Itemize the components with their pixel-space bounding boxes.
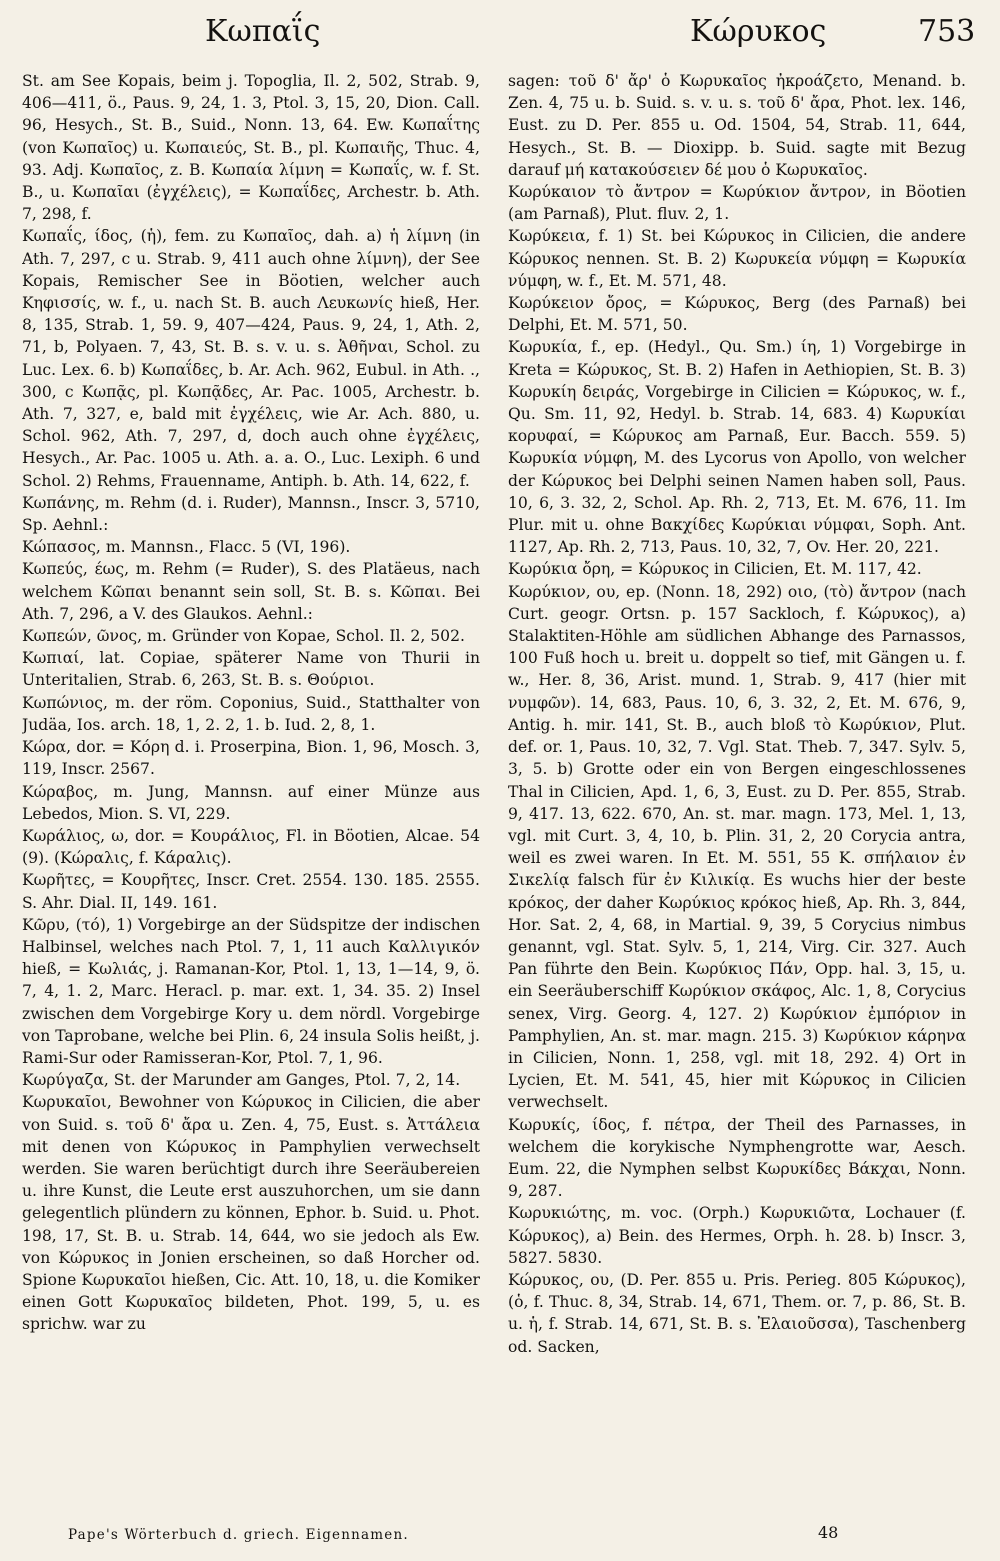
- entry-korykos: Κώρυκος, ου, (D. Per. 855 u. Pris. Perieg. 805 Κώρυκος), (ὁ, f. Thuc. 8, 34, Strab. 14, 671, Them. or. 7, p. 86, St. B. u. ἡ, f. Strab. 14, 671, St. B. s. Ἐλαιοῦσσα), Taschenberg od. Sacken,: [508, 1270, 966, 1356]
- header-right-guide-word: Κώρυκος: [690, 14, 827, 49]
- entry-korykia-ore: Κωρύκια ὄρη, = Κώρυκος in Cilicien, Et. M. 117, 42.: [508, 560, 922, 579]
- entry-kopeus: Κωπεύς, έως, m. Rehm (= Ruder), S. des Platäeus, nach welchem Κῶπαι benannt sein soll, St. B. s. Κῶπαι. Bei Ath. 7, 296, a V. des Glaukos. Aehnl.:: [22, 560, 480, 623]
- footer-signature-mark: 48: [818, 1523, 839, 1542]
- entry-kopanes: Κωπάνης, m. Rehm (d. i. Ruder), Mannsn., Inscr. 3, 5710, Sp. Aehnl.:: [22, 493, 480, 535]
- entry-kopiai: Κωπιαί, lat. Copiae, späterer Name von Thurii in Unteritalien, Strab. 6, 263, St. B. s. Θούριοι.: [22, 649, 480, 690]
- entry-kopais-lake: Κωπαΐς, ίδος, (ἡ), fem. zu Κωπαῖος, dah. a) ἡ λίμνη (in Ath. 7, 297, c u. Strab. 9, 411 auch ohne λίμνη), der See Kopais, Remischer See in Böotien, welcher auch Κηφισσίς, w. f., u. nach St. B. auch Λευκωνίς hieß, Her. 8, 135, Strab. 1, 59. 9, 407—424, Paus. 9, 24, 1, Ath. 2, 71, b, Polyaen. 7, 43, St. B. s. v. u. s. Ἀθῆναι, Schol. zu Luc. Lex. 6. b) Κωπαΐδες, b. Ar. Ach. 962, Eubul. in Ath. ., 300, c Κωπᾷς, pl. Κωπᾷδες, Ar. Pac. 1005, Archestr. b. Ath. 7, 327, e, bald mit ἐγχέλεις, wie Ar. Ach. 880, u. Schol. 962, Ath. 7, 297, d, doch auch ohne ἐγχέλεις, Hesych., Ar. Pac. 1005 u. Ath. a. a. O., Luc. Lexiph. 6 und Schol. 2) Rehms, Frauenname, Antiph. b. Ath. 14, 622, f.: [22, 227, 480, 490]
- entry-korabos: Κώραβος, m. Jung, Mannsn. auf einer Münze aus Lebedos, Mion. S. VI, 229.: [22, 782, 480, 823]
- page-number: 753: [918, 14, 976, 49]
- entry-korykiotes: Κωρυκιώτης, m. voc. (Orph.) Κωρυκιῶτα, Lochauer (f. Κώρυκος), a) Bein. des Hermes, Orph. h. 28. b) Inscr. 3, 5827. 5830.: [508, 1204, 966, 1267]
- footer-source-line: Pape's Wörterbuch d. griech. Eigennamen.: [68, 1527, 409, 1543]
- entry-koponios: Κωπώνιος, m. der röm. Coponius, Suid., Statthalter von Judäa, Ios. arch. 18, 1, 2. 2, 1. b. Iud. 2, 8, 1.: [22, 693, 480, 734]
- entry-korykaion-antron: Κωρύκαιον τὸ ἄντρον = Κωρύκιον ἄντρον, in Böotien (am Parnaß), Plut. fluv. 2, 1.: [508, 183, 966, 224]
- entry-korygaza: Κωρύγαζα, St. der Marunder am Ganges, Ptol. 7, 2, 14.: [22, 1071, 461, 1090]
- page-header: [0, 14, 1000, 64]
- entry-koralios: Κωράλιος, ω, dor. = Κουράλιος, Fl. in Böotien, Alcae. 54 (9). (Κώραλις, f. Κάραλις).: [22, 826, 480, 868]
- header-left-guide-word: Κωπαΐς: [205, 14, 321, 49]
- entry-korykaioi: Κωρυκαῖοι, Bewohner von Κώρυκος in Cilicien, die aber von Suid. s. τοῦ δ' ἄρα u. Zen. 4, 75, Eust. s. Ἀττάλεια mit denen von Κώρυκος in Pamphylien verwechselt werden. Sie waren berüchtigt durch ihre Seeräubereien u. ihre Kunst, die Leute erst auszuhorchen, um sie dann gelegentlich plündern zu können, Ephor. b. Suid. u. Phot. 198, 17, St. B. u. Strab. 14, 644, wo sie jedoch als Ew. von Κώρυκος in Jonien erscheinen, so daß Horcher od. Spione Κωρυκαῖοι hießen, Cic. Att. 10, 18, u. die Komiker einen Gott Κωρυκαῖος bildeten, Phot. 199, 5, u. es sprichw. war zu: [22, 1093, 480, 1334]
- right-column: [508, 70, 966, 1510]
- entry-kopais-city-continued: St. am See Kopais, beim j. Topoglia, Il. 2, 502, Strab. 9, 406—411, ö., Paus. 9, 24, 1. 3, Ptol. 3, 15, 20, Dion. Call. 96, Hesych., St. B., Suid., Nonn. 13, 64. Ew. Κωπαΐτης (von Κωπαῖος) u. Κωπαιεύς, St. B., pl. Κωπαιῆς, Thuc. 4, 93. Adj. Κωπαῖος, z. B. Κωπαία λίμνη = Κωπαΐς, w. f. St. B., u. Κωπαῖαι (ἐγχέλεις), = Κωπαΐδες, Archestr. b. Ath. 7, 298, f.: [22, 72, 480, 224]
- entry-korykaioi-continued: sagen: τοῦ δ' ἄρ' ὁ Κωρυκαῖος ἠκροάζετο, Menand. b. Zen. 4, 75 u. b. Suid. s. v. u. s. τοῦ δ' ἄρα, Phot. lex. 146, Eust. zu D. Per. 855 u. Od. 1504, 54, Strab. 11, 644, Hesych., St. B. — Dioxipp. b. Suid. sagte mit Bezug darauf μή κατακούσειεν δέ μου ὁ Κωρυκαῖος.: [508, 72, 966, 179]
- entry-kopeon: Κωπεών, ῶνος, m. Gründer von Kopae, Schol. Il. 2, 502.: [22, 627, 465, 646]
- entry-korykeia: Κωρύκεια, f. 1) St. bei Κώρυκος in Cilicien, die andere Κώρυκος nennen. St. B. 2) Κωρυκεία νύμφη = Κωρυκία νύμφη, w. f., Et. M. 571, 48.: [508, 227, 966, 290]
- entry-korykeion-oros: Κωρύκειον ὄρος, = Κώρυκος, Berg (des Parnaß) bei Delphi, Et. M. 571, 50.: [508, 294, 966, 335]
- entry-kopasos: Κώπασος, m. Mannsn., Flacc. 5 (VI, 196).: [22, 538, 351, 557]
- entry-korykis: Κωρυκίς, ίδος, f. πέτρα, der Theil des Parnasses, in welchem die korykische Nymphengrotte war, Aesch. Eum. 22, die Nymphen selbst Κωρυκίδες Βάκχαι, Nonn. 9, 287.: [508, 1115, 966, 1201]
- entry-kory: Κῶρυ, (τό), 1) Vorgebirge an der Südspitze der indischen Halbinsel, welches nach Ptol. 7, 1, 11 auch Καλλιγικόν hieß, = Κωλιάς, j. Ramanan-Kor, Ptol. 1, 13, 1—14, 9, ö. 7, 4, 1. 2, Marc. Heracl. p. mar. ext. 1, 34. 35. 2) Insel zwischen dem Vorgebirge Kory u. dem nördl. Vorgebirge von Taprobane, welche bei Plin. 6, 24 insula Solis heißt, j. Rami-Sur oder Ramisseran-Kor, Ptol. 7, 1, 96.: [22, 915, 480, 1067]
- entry-kora: Κώρα, dor. = Κόρη d. i. Proserpina, Bion. 1, 96, Mosch. 3, 119, Inscr. 2567.: [22, 738, 480, 779]
- left-column: [22, 70, 480, 1510]
- entry-korykion: Κωρύκιον, ου, ep. (Nonn. 18, 292) οιο, (τὸ) ἄντρον (nach Curt. geogr. Ortsn. p. 157 Sackloch, f. Κώρυκος), a) Stalaktiten-Höhle am südlichen Abhange des Parnassos, 100 Fuß hoch u. breit u. doppelt so tief, mit Gängen u. f. w., Her. 8, 36, Arist. mund. 1, Strab. 9, 417 (hier mit νυμφῶν). 14, 683, Paus. 10, 6, 3. 32, 2, Et. M. 676, 9, Antig. h. mir. 141, St. B., auch bloß τὸ Κωρύκιον, Plut. def. or. 1, Paus. 10, 32, 7. Vgl. Stat. Theb. 7, 347. Sylv. 5, 3, 5. b) Grotte oder ein von Bergen eingeschlossenes Thal in Cilicien, Apd. 1, 6, 3, Eust. zu D. Per. 855, Strab. 9, 417. 13, 622. 670, An. st. mar. magn. 173, Mel. 1, 13, vgl. mit Curt. 3, 4, 10, b. Plin. 31, 2, 20 Corycia antra, weil es zwei waren. In Et. M. 551, 55 K. σπήλαιον ἐν Σικελίᾳ falsch für ἐν Κιλικίᾳ. Es wuchs hier der beste κρόκος, der daher Κωρύκιος κρόκος hieß, Ap. Rh. 3, 844, Hor. Sat. 2, 4, 68, in Martial. 9, 39, 5 Corycius nimbus genannt, vgl. Stat. Sylv. 5, 1, 214, Virg. Cir. 327. Auch Pan führte den Bein. Κωρύκιος Πάν, Opp. hal. 3, 15, u. ein Seeräuberschiff Κωρύκιον σκάφος, Alc. 1, 8, Corycius senex, Virg. Georg. 4, 127. 2) Κωρύκιον ἐμπόριον in Pamphylien, An. st. mar. magn. 215. 3) Κωρύκιον κάρηνα in Cilicien, Nonn. 1, 258, vgl. mit 18, 292. 4) Ort in Lycien, Et. M. 541, 45, hier mit Κώρυκος in Cilicien verwechselt.: [508, 582, 966, 1112]
- entry-korykia: Κωρυκία, f., ep. (Hedyl., Qu. Sm.) ίη, 1) Vorgebirge in Kreta = Κώρυκος, St. B. 2) Hafen in Aethiopien, St. B. 3) Κωρυκίη δειράς, Vorgebirge in Cilicien = Κώρυκος, w. f., Qu. Sm. 11, 92, Hedyl. b. Strab. 14, 683. 4) Κωρυκίαι κορυφαί, = Κώρυκος am Parnaß, Eur. Bacch. 559. 5) Κωρυκία νύμφη, M. des Lycorus von Apollo, von welcher der Κώρυκος bei Delphi seinen Namen haben soll, Paus. 10, 6, 3. 32, 2, Schol. Ap. Rh. 2, 713, Et. M. 676, 11. Im Plur. mit u. ohne Βακχίδες Κωρύκιαι νύμφαι, Soph. Ant. 1127, Ap. Rh. 2, 713, Paus. 10, 32, 7, Ov. Her. 20, 221.: [508, 338, 966, 557]
- entry-koretes: Κωρῆτες, = Κουρῆτες, Inscr. Cret. 2554. 130. 185. 2555. S. Ahr. Dial. II, 149. 161.: [22, 871, 480, 912]
